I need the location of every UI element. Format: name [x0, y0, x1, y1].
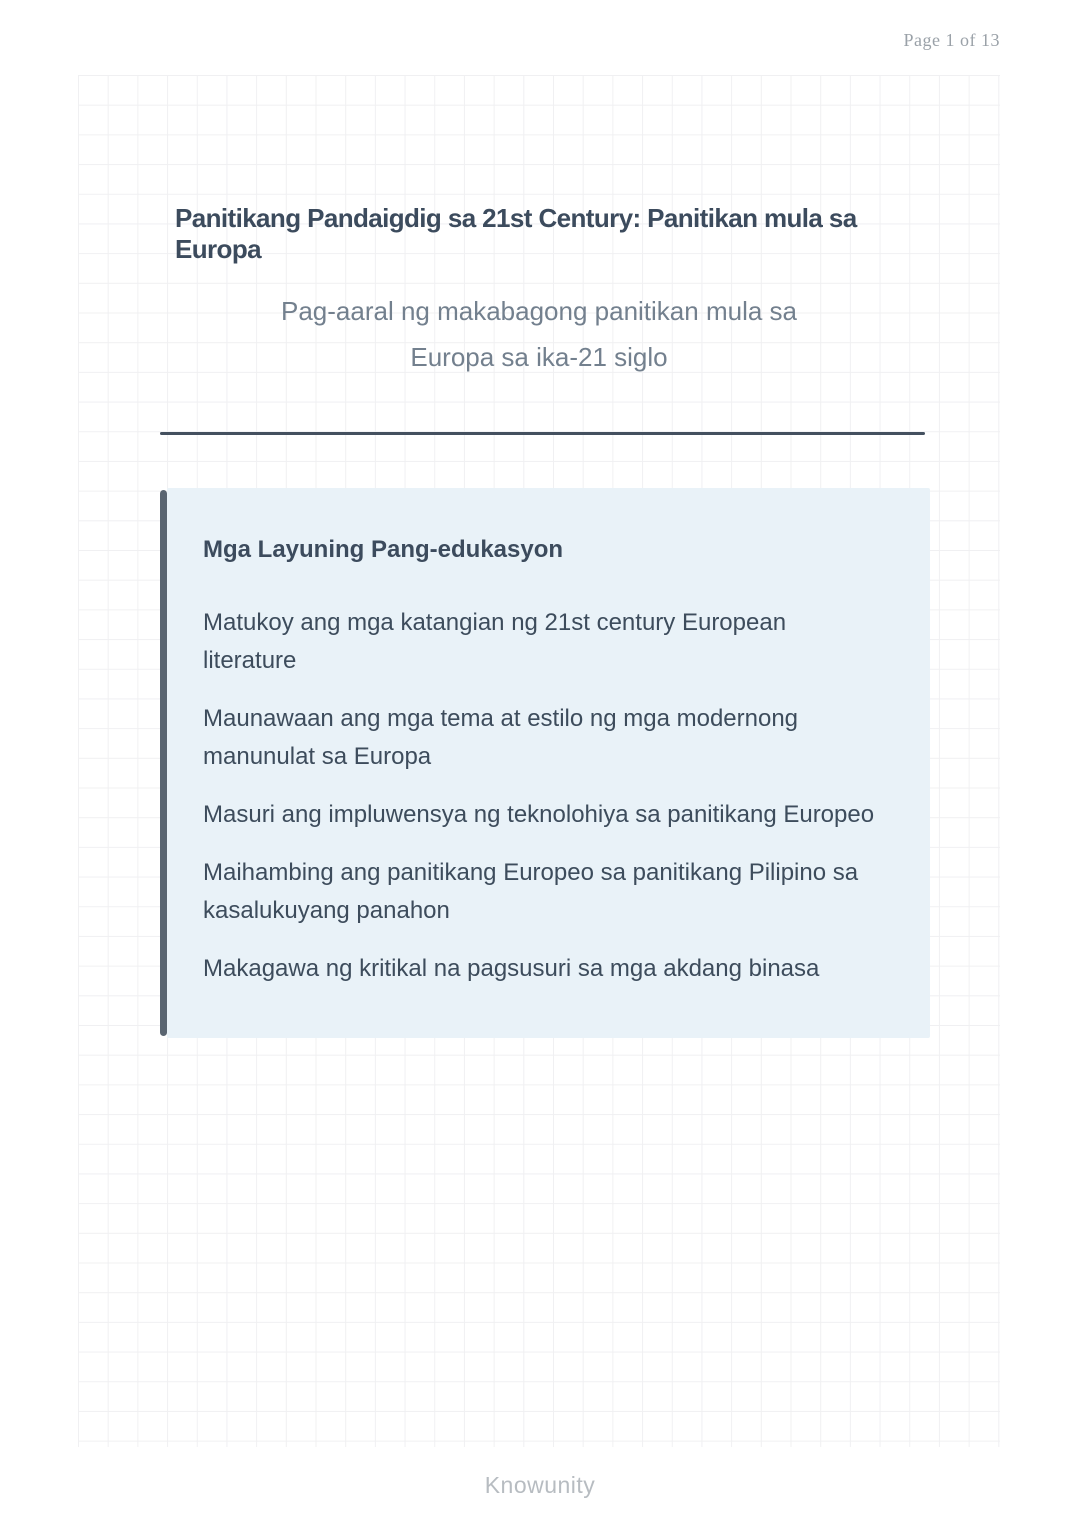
grid-paper	[78, 75, 1000, 1447]
objective-item: Masuri ang impluwensya ng teknolohiya sa panitikang Europeo	[203, 801, 875, 828]
divider-rule	[160, 432, 925, 435]
callout-body	[167, 488, 930, 1038]
document-subtitle-line-2: Europa sa ika-21 siglo	[410, 342, 668, 372]
document-subtitle-line-1: Pag-aaral ng makabagong panitikan mula sa	[280, 296, 797, 326]
document-subtitle	[78, 288, 1000, 380]
objective-item: Maihambing ang panitikang Europeo sa panitikang Pilipino sa kasalukuyang panahon	[203, 859, 859, 924]
objective-item: Makagawa ng kritikal na pagsusuri sa mga akdang binasa	[203, 955, 820, 982]
objective-item: Matukoy ang mga katangian ng 21st century European literature	[203, 609, 787, 674]
objectives-callout	[160, 488, 930, 1038]
objective-item: Maunawaan ang mga tema at estilo ng mga modernong manunulat sa Europa	[203, 705, 799, 770]
document-title: Panitikang Pandaigdig sa 21st Century: Panitikan mula sa Europa	[175, 203, 857, 264]
callout-accent-bar	[160, 490, 167, 1036]
footer-brand: Knowunity	[484, 1472, 596, 1498]
page-indicator: Page 1 of 13	[903, 30, 1000, 50]
callout-heading: Mga Layuning Pang-edukasyon	[203, 536, 564, 563]
